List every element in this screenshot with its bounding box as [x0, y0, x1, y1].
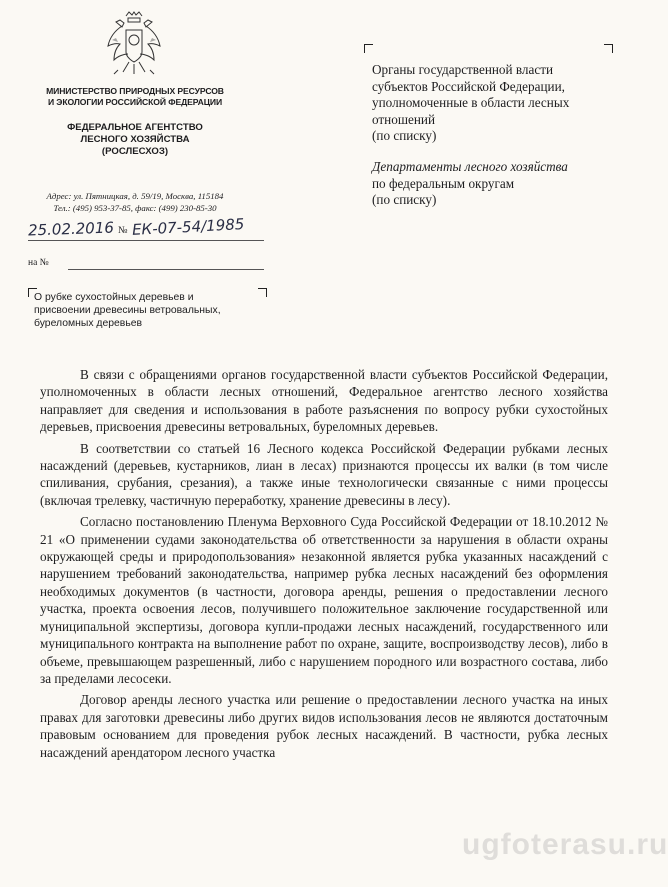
recipient-bracket-left — [364, 44, 373, 53]
site-watermark: ugfoterasu.ru — [462, 828, 668, 861]
ministry-name-line: МИНИСТЕРСТВО ПРИРОДНЫХ РЕСУРСОВ — [46, 86, 224, 96]
agency-name — [20, 122, 250, 158]
letter-body — [40, 366, 608, 765]
body-paragraph: В связи с обращениями органов государственной власти субъектов Российской Федерации, уполномоченных в области лесных отношений, Федеральное агентство лесного хозяйства направляет для сведения и использования в работе разъяснения по вопросу рубки сухостойных деревьев, присвоения древесины ветровальных, буреломных деревьев. — [40, 367, 608, 435]
agency-name-line: (РОСЛЕСХОЗ) — [101, 146, 169, 157]
body-paragraph: Согласно постановлению Пленума Верховного Суда Российской Федерации от 18.10.2012 № 21 «О применении судами законодательства об ответственности за нарушения в области охраны окружающей среды и природопользования» незаконной является рубка указанных насаждений с нарушением требований законодательства, например рубка лесных насаждений без оформления необходимых документов (в частности, договора аренды, решения о предоставлении лесного участка, проекта освоения лесов, получившего положительное заключение государственной или муниципальной экспертизы, договора купли-продажи лесных насаждений, государственного или муниципального контракта на выполнение работ по охране, защите, воспроизводству лесов), либо в объеме, превышающем разрешенный, либо с нарушением породного или возрастного состава, либо за пределами лесосеки. — [40, 514, 608, 686]
agency-name-line: ЛЕСНОГО ХОЗЯЙСТВА — [80, 134, 190, 145]
recipient-line: уполномоченные в области лесных — [372, 95, 570, 111]
recipient-line: (по списку) — [372, 192, 437, 208]
subject-line: О рубке сухостойных деревьев и — [34, 292, 194, 303]
recipient-line: субъектов Российской Федерации, — [372, 78, 565, 94]
ministry-name — [20, 86, 250, 108]
russian-coat-of-arms-icon — [104, 10, 164, 80]
body-paragraph: В соответствии со статьей 16 Лесного кодекса Российской Федерации рубками лесных насаждений (деревьев, кустарников, лиан в лесах) признаются процессы их валки (в том числе спиливания, срубания, срезания), а также иные технологически связанные с ними процессы (включая трелевку, частичную переработку, хранение древесины в лесу). — [40, 440, 608, 508]
registration-line — [27, 215, 264, 242]
recipient-line: Органы государственной власти — [372, 62, 554, 77]
reply-reference-label: на № — [28, 258, 49, 268]
body-paragraph: Договор аренды лесного участка или решение о предоставлении лесного участка на иных правах для заготовки древесины либо других видов использования лесов не являются достаточным правовым основанием для проведения рубок лесных насаждений. В частности, рубка лесных насаждений арендатором лесного участка — [40, 692, 608, 760]
recipients-block — [372, 62, 617, 209]
subject-line: присвоении древесины ветровальных, — [34, 305, 221, 316]
recipient-line: (по списку) — [372, 128, 437, 144]
recipient-line: по федеральным округам — [372, 175, 515, 191]
subject-heading — [34, 291, 274, 330]
registration-date: 25.02.2016 — [27, 218, 115, 240]
reply-reference-line — [28, 258, 264, 272]
ministry-name-line: И ЭКОЛОГИИ РОССИЙСКОЙ ФЕДЕРАЦИИ — [47, 97, 223, 107]
registration-underline — [28, 240, 264, 241]
reply-reference-underline — [68, 269, 264, 270]
agency-address — [20, 190, 250, 214]
address-line: Адрес: ул. Пятницкая, д. 59/19, Москва, 115184 — [46, 191, 224, 201]
subject-line: буреломных деревьев — [34, 318, 143, 329]
agency-name-line: ФЕДЕРАЛЬНОЕ АГЕНТСТВО — [67, 122, 203, 133]
recipient-bracket-right — [604, 44, 613, 53]
recipient-department-title: Департаменты лесного хозяйства — [372, 158, 568, 174]
registration-number: ЕК-07-54/1985 — [131, 215, 245, 239]
registration-number-label: № — [118, 225, 128, 236]
phone-fax-line: Тел.: (495) 953-37-85, факс: (499) 230-85-30 — [53, 203, 217, 213]
recipient-line: отношений — [372, 111, 436, 127]
